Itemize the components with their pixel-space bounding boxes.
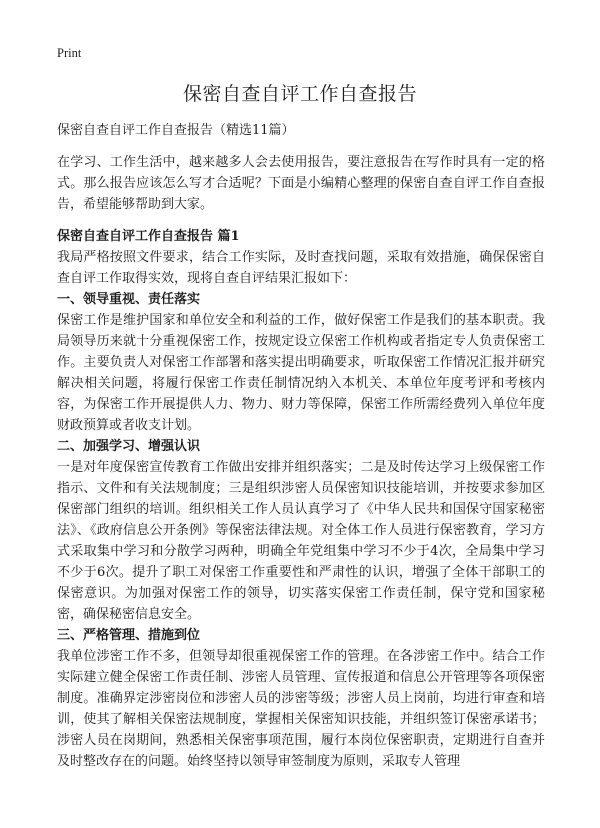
document-body [57,120,545,772]
section-body-1: 保密工作是维护国家和单位安全和利益的工作，做好保密工作是我们的基本职责。我局领导历来就十分重视保密工作，按规定设立保密工作机构或者指定专人负责保密工作。主要负责人对保密工作部署和落实提出明确要求，听取保密工作情况汇报并研究解决相关问题，将履行保密工作责任制情况纳入本机关、本单位年度考评和考核内容，为保密工作开展提供人力、物力、财力等保障，保密工作所需经费列入单位年度财政预算或者收支计划。 [57,313,545,433]
page-title: 保密自查自评工作自查报告 [182,83,417,105]
section-body-3: 我单位涉密工作不多，但领导却很重视保密工作的管理。在各涉密工作中。结合工作实际建立健全保密工作责任制、涉密人员管理、宣传报道和信息公开管理等各项保密制度。准确界定涉密岗位和涉密人员的涉密等级；涉密人员上岗前，均进行审查和培训，使其了解相关保密法规制度，掌握相关保密知识技能，并组织签订保密承诺书；涉密人员在岗期间，熟悉相关保密事项范围，履行本岗位保密职责，定期进行自查并及时整改存在的问题。始终坚持以领导审签制度为原则，采取专人管理 [57,649,545,769]
section-heading-3: 三、严格管理、措施到位 [57,628,201,643]
section-body-2: 一是对年度保密宣传教育工作做出安排并组织落实；二是及时传达学习上级保密工作指示、文件和有关法规制度；三是组织涉密人员保密知识技能培训，并按要求参加区保密部门组织的培训。组织相关工作人员认真学习了《中华人民共和国保守国家秘密法》、《政府信息公开条例》等保密法律法规。对全体工作人员进行保密教育，学习方式采取集中学习和分散学习两种，明确全年党组集中学习不少于4次，全局集中学习不少于6次。提升了职工对保密工作重要性和严肃性的认识，增强了全体干部职工的保密意识。为加强对保密工作的领导，切实落实保密工作责任制，保守党和国家秘密，确保秘密信息安全。 [57,460,545,622]
section-heading-1: 一、领导重视、责任落实 [57,292,201,307]
print-link[interactable]: Print [57,46,82,60]
part-intro-paragraph: 我局严格按照文件要求，结合工作实际，及时查找问题，采取有效措施，确保保密自查自评工作取得实效，现将自查自评结果汇报如下： [57,250,545,286]
intro-paragraph: 在学习、工作生活中，越来越多人会去使用报告，要注意报告在写作时具有一定的格式。那么报告应该怎么写才合适呢？下面是小编精心整理的保密自查自评工作自查报告，希望能够帮助到大家。 [57,155,545,212]
section-heading-2: 二、加强学习、增强认识 [57,439,201,454]
part-heading: 保密自查自评工作自查报告 篇1 [57,229,240,244]
document-subtitle: 保密自查自评工作自查报告（精选11篇） [57,123,295,138]
